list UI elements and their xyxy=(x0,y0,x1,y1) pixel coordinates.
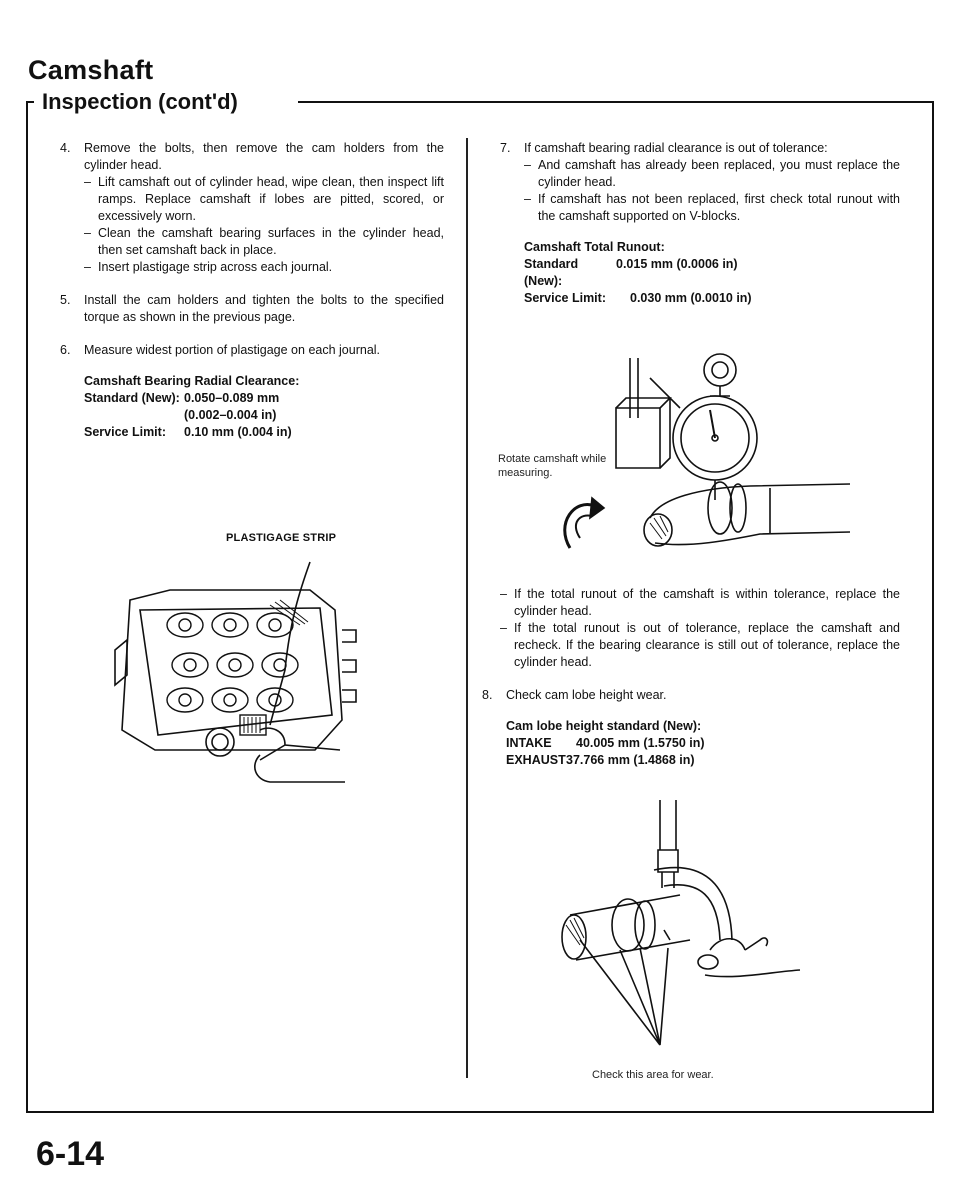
step-8 xyxy=(482,687,900,769)
spec-label: INTAKE xyxy=(506,736,552,750)
runout-results xyxy=(482,586,900,785)
step-number: 6. xyxy=(60,343,71,357)
step-5 xyxy=(60,292,444,326)
lobe-caption: Check this area for wear. xyxy=(592,1069,714,1081)
step-4 xyxy=(60,140,444,276)
runout-spec xyxy=(524,239,900,307)
left-column xyxy=(60,140,444,457)
clearance-spec xyxy=(84,373,444,441)
step-text: If camshaft bearing radial clearance is out of tolerance: xyxy=(524,141,828,155)
bullet-item: – If camshaft has not been replaced, first check total runout with the camshaft supported on V-blocks. xyxy=(524,191,900,225)
bullet-item: – If the total runout is out of tolerance, replace the camshaft and recheck. If the bearing clearance is still out of tolerance, replace the cylinder head. xyxy=(500,620,900,671)
step-7 xyxy=(500,140,900,307)
spec-label: Standard (New): xyxy=(524,257,579,288)
bullet-item: – Clean the camshaft bearing surfaces in the cylinder head, then set camshaft back in place. xyxy=(84,225,444,259)
bullet-item: – And camshaft has already been replaced, you must replace the cylinder head. xyxy=(524,157,900,191)
bullet-item: – If the total runout of the camshaft is within tolerance, replace the cylinder head. xyxy=(500,586,900,620)
spec-value: 37.766 mm (1.4868 in) xyxy=(566,753,695,767)
spec-heading: Cam lobe height standard (New): xyxy=(506,719,702,733)
runout-measurement-illustration xyxy=(560,348,850,558)
section-title: Inspection (cont'd) xyxy=(40,89,244,115)
spec-heading: Camshaft Total Runout: xyxy=(524,240,665,254)
step-text: Remove the bolts, then remove the cam holders from the cylinder head. xyxy=(84,141,444,172)
right-column xyxy=(500,140,900,323)
page-number: 6-14 xyxy=(36,1135,105,1173)
lobe-measurement-illustration xyxy=(560,800,820,1060)
step-text: Measure widest portion of plastigage on each journal. xyxy=(84,343,381,357)
lobe-height-spec xyxy=(506,718,900,769)
spec-value: 0.050–0.089 mm xyxy=(184,391,280,405)
step-6 xyxy=(60,342,444,441)
column-divider xyxy=(466,138,468,1078)
step-number: 5. xyxy=(60,293,71,307)
spec-value: (0.002–0.004 in) xyxy=(184,408,277,422)
spec-label: Standard (New): xyxy=(84,391,180,405)
cylinder-head-illustration xyxy=(110,550,370,790)
step-text: Install the cam holders and tighten the bolts to the specified torque as shown in the previous page. xyxy=(84,293,444,324)
spec-label: Service Limit: xyxy=(84,425,166,439)
runout-caption: Rotate camshaft while measuring. xyxy=(498,453,607,479)
bullet-item: – Lift camshaft out of cylinder head, wipe clean, then inspect lift ramps. Replace camshaft if lobes are pitted, scored, or excessively worn. xyxy=(84,174,444,225)
spec-value: 0.030 mm (0.0010 in) xyxy=(630,291,752,305)
page-title: Camshaft xyxy=(28,55,154,85)
spec-value: 0.015 mm (0.0006 in) xyxy=(616,257,738,271)
step-text: Check cam lobe height wear. xyxy=(506,688,667,702)
step-number: 8. xyxy=(482,688,493,702)
step-number: 4. xyxy=(60,141,71,155)
spec-label: Service Limit: xyxy=(524,291,606,305)
spec-heading: Camshaft Bearing Radial Clearance: xyxy=(84,374,300,388)
step-number: 7. xyxy=(500,141,511,155)
bullet-item: – Insert plastigage strip across each journal. xyxy=(84,259,444,276)
spec-value: 0.10 mm (0.004 in) xyxy=(184,425,292,439)
spec-value: 40.005 mm (1.5750 in) xyxy=(576,736,705,750)
spec-label: EXHAUST xyxy=(506,753,566,767)
figure-label: PLASTIGAGE STRIP xyxy=(226,532,337,544)
